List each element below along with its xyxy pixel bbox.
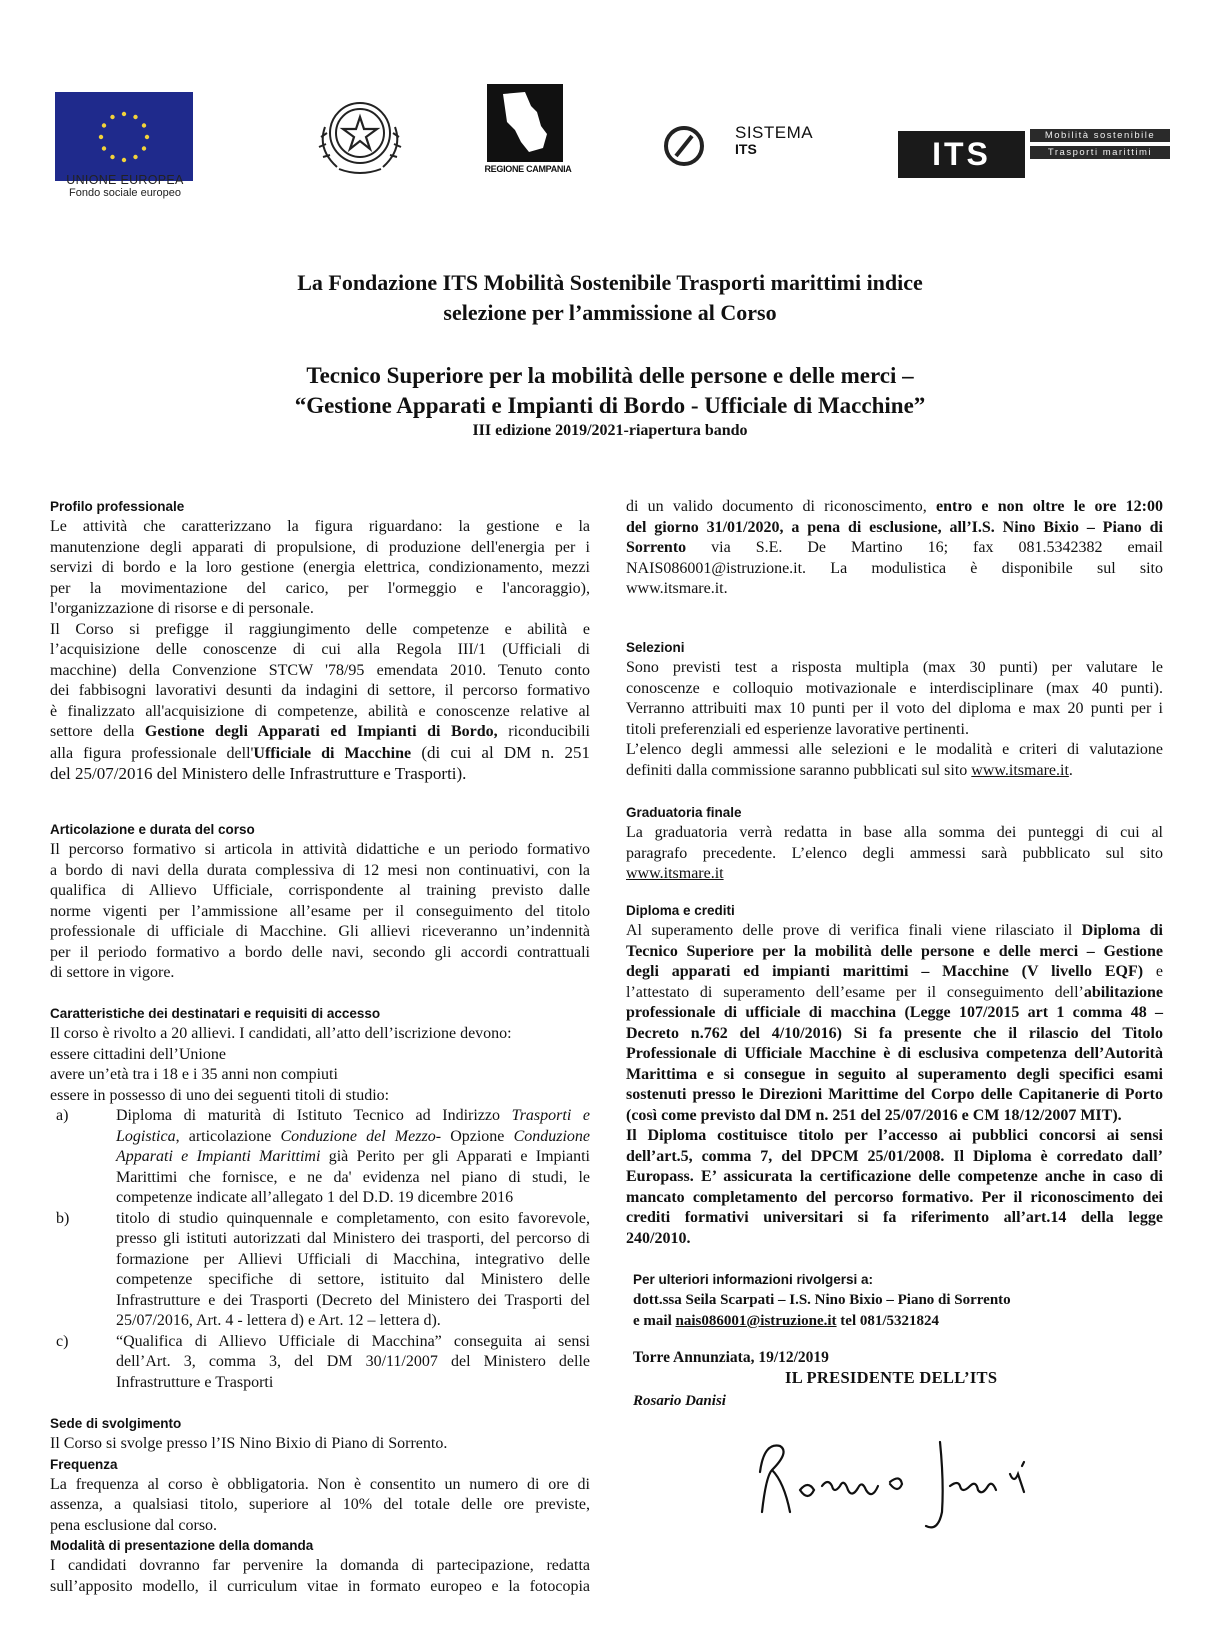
text-run-bold: degli apparati ed impianti marittimi – Macchine (V livello EQF): [626, 963, 1144, 980]
requisiti-item-b: [50, 1209, 590, 1332]
diploma-line: Il Diploma costituisce titolo per l’accesso ai pubblici concorsi ai sensi: [626, 1127, 1163, 1144]
requisiti-item-line: competenze indicate all’allegato 1 del D.D. 19 dicembre 2016: [116, 1189, 514, 1206]
graduatoria-title: Graduatoria finale: [626, 805, 742, 820]
course-title-line-1: Tecnico Superiore per la mobilità delle persone e delle merci –: [306, 363, 914, 388]
requisiti-title: Caratteristiche dei destinatari e requisiti di accesso: [50, 1006, 381, 1021]
text-run-bold: entro e non oltre le ore 12:00: [936, 498, 1163, 515]
requisiti-line: essere cittadini dell’Unione: [50, 1045, 226, 1063]
requisiti-item-line: Infrastrutture e Trasporti: [116, 1373, 274, 1391]
diploma-line: mancato completamento del percorso formativo. Per il riconoscimento dei: [626, 1188, 1163, 1206]
text-run-bold: Diploma di: [1081, 922, 1164, 939]
requisiti-item-line: “Qualifica di Allievo Ufficiale di Macchina” conseguita ai sensi: [116, 1332, 590, 1350]
president-title: IL PRESIDENTE DELL’ITS: [785, 1368, 998, 1387]
section-articolazione: [50, 820, 590, 984]
italian-republic-emblem: [309, 89, 412, 177]
announcement-heading: [180, 268, 1040, 328]
profilo-line: dei fabbisogni lavorativi desunti da indagini di settore, il percorso formativo: [50, 682, 590, 699]
diploma-line: [626, 962, 1163, 983]
modalita-line: [626, 497, 1163, 518]
frequenza-body: [50, 1475, 590, 1537]
modalita-title: Modalità di presentazione della domanda: [50, 1538, 314, 1553]
list-marker: c): [56, 1332, 69, 1350]
requisiti-item-c: [50, 1332, 590, 1394]
text-run: definiti dalla commissione saranno pubblicati sul sito: [626, 761, 972, 779]
articolazione-line: professionale di ufficiale di Macchine. Gli allievi riceveranno un’indennità: [50, 923, 590, 940]
diploma-body: [626, 921, 1163, 1249]
its-logo: ITS: [898, 131, 1025, 178]
modalita-body-left: [50, 1556, 590, 1597]
section-graduatoria: [626, 803, 1163, 885]
profilo-line: macchine) della Convenzione STCW '78/95 emendata 2010. Tenuto conto: [50, 661, 590, 679]
list-marker: a): [56, 1107, 69, 1124]
selezioni-line: Verranno attribuiti max 10 punti per il voto del diploma e max 20 punti per i: [626, 700, 1163, 717]
modalita-line: [626, 538, 1163, 559]
text-run-italic: Conduzione del Mezzo: [280, 1127, 436, 1145]
diploma-line: Decreto n.762 del 4/10/2016) Si fa presente che il rilascio del Titolo: [626, 1024, 1163, 1042]
profilo-line: [50, 743, 590, 765]
diploma-line: Europass. E’ assicurata la certificazione delle competenze anche in caso di: [626, 1168, 1163, 1185]
requisiti-item-line: [116, 1127, 590, 1148]
text-run: già Perito per gli Apparati e Impianti: [320, 1148, 590, 1165]
contatti-title: Per ulteriori informazioni rivolgersi a:: [633, 1272, 874, 1287]
text-run: l’attestato di superamento dell’esame per il conseguimento dell’: [626, 983, 1084, 1001]
diploma-line: (così come previsto dal DM n. 251 del 25/07/2016 e CM 18/12/2007 MIT).: [626, 1106, 1122, 1124]
text-run-bold: Ufficiale di Macchine: [253, 744, 412, 762]
email-link[interactable]: nais086001@istruzione.it: [675, 1312, 837, 1329]
articolazione-line: a bordo di navi della durata complessiva di 12 mesi non continuativi, con la: [50, 861, 590, 879]
requisiti-item-line: 25/07/2016, Art. 4 - lettera d) e Art. 12 – lettera d).: [116, 1312, 441, 1329]
its-tagline-transport: Trasporti marittimi: [1030, 146, 1170, 159]
profilo-title: Profilo professionale: [50, 499, 185, 514]
president-name: Rosario Danisi: [633, 1393, 726, 1409]
profilo-line: l'organizzazione di risorse e di personale.: [50, 600, 314, 617]
requisiti-item-line: [116, 1106, 590, 1127]
modalita-line: del giorno 31/01/2020, a pena di esclusione, all’I.S. Nino Bixio – Piano di: [626, 518, 1163, 536]
text-run: di un valido documento di riconoscimento,: [626, 498, 937, 515]
diploma-line: sostenuti presso le Direzioni Marittime del Corpo delle Capitanerie di Porto: [626, 1086, 1163, 1103]
text-run-bold: Sorrento: [626, 539, 687, 556]
sistema-label: SISTEMA: [735, 123, 814, 142]
selezioni-body: [626, 658, 1163, 781]
place-date: Torre Annunziata, 19/12/2019: [633, 1349, 829, 1366]
contatti-line: [633, 1311, 1163, 1332]
frequenza-line: pena esclusione dal corso.: [50, 1516, 218, 1534]
text-run-italic: Apparati e Impianti Marittimi: [116, 1148, 321, 1165]
profilo-line: del 25/07/2016 del Ministero delle Infrastrutture e Trasporti).: [50, 764, 467, 783]
website-link[interactable]: www.itsmare.it: [626, 865, 724, 882]
its-tagline-mobility: Mobilità sostenibile: [1030, 129, 1170, 142]
profilo-line: manutenzione degli apparati di propulsione, di produzione dell'energia per i: [50, 538, 590, 556]
modalita-line: sull’apposito modello, il curriculum vitae in formato europeo e la fotocopia: [50, 1577, 590, 1595]
articolazione-line: per il periodo formativo a bordo delle navi, secondo gli accordi contrattuali: [50, 943, 590, 961]
eu-caption-subtitle: Fondo sociale europeo: [69, 187, 181, 199]
modalita-line: NAIS086001@istruzione.it. La modulistica è disponibile sul sito: [626, 559, 1163, 577]
requisiti-item-a: [50, 1106, 590, 1209]
selezioni-line: titoli preferenziali ed esperienze lavorative pertinenti.: [626, 720, 969, 738]
text-run: via S.E. De Martino 16; fax 081.5342382 email: [686, 539, 1163, 556]
articolazione-title: Articolazione e durata del corso: [50, 822, 255, 837]
text-run: e: [1143, 963, 1163, 980]
selezioni-line: [626, 761, 1163, 782]
diploma-line: Tecnico Superiore per la mobilità delle persone e delle merci – Gestione: [626, 942, 1163, 960]
requisiti-item-line: Marittimi che fornisce, e ne da' evidenza nel piano di studi, le: [116, 1168, 590, 1186]
profilo-line: è finalizzato all'acquisizione di competenze, abilità e conoscenze relative al: [50, 702, 590, 720]
text-run: - Opzione: [435, 1127, 514, 1145]
diploma-line: [626, 921, 1163, 942]
graduatoria-line: paragrafo precedente. L’elenco degli ammessi sarà pubblicato sul sito: [626, 844, 1163, 862]
text-run: (di cui al DM n. 251: [411, 742, 590, 762]
selezioni-line: L’elenco degli ammessi alle selezioni e le modalità e criteri di valutazione: [626, 741, 1163, 758]
text-run: , articolazione: [175, 1127, 281, 1145]
selezioni-line: conoscenze e colloquio motivazionale e interdisciplinare (max 40 punti).: [626, 679, 1163, 697]
requisiti-item-line: formazione per Allievi Ufficiali di Macchina, integrativo delle: [116, 1250, 590, 1268]
text-run: riconducibili: [497, 723, 590, 740]
diploma-line: dell’art.5, comma 7, del DPCM 25/01/2008. Il Diploma è corredato dall’: [626, 1147, 1163, 1165]
sede-line: Il Corso si svolge presso l’IS Nino Bixio di Piano di Sorrento.: [50, 1435, 448, 1452]
text-run: e mail: [633, 1312, 676, 1329]
edition-line: III edizione 2019/2021-riapertura bando: [472, 422, 748, 439]
eu-caption: [40, 173, 210, 199]
text-run: tel 081/5321824: [836, 1312, 940, 1329]
course-title-line-2: “Gestione Apparati e Impianti di Bordo - Ufficiale di Macchine”: [294, 393, 926, 418]
profilo-body: [50, 517, 590, 785]
section-diploma: [626, 901, 1163, 1249]
requisiti-line: essere in possesso di uno dei seguenti titoli di studio:: [50, 1086, 390, 1104]
requisiti-item-line: dell’Art. 3, comma 3, del DM 30/11/2007 del Ministero delle: [116, 1353, 590, 1370]
sistema-its-icon: [662, 124, 706, 168]
requisiti-item-line: [116, 1147, 590, 1168]
text-run: alla figura professionale dell': [50, 744, 254, 762]
text-run-italic: Logistica: [116, 1127, 176, 1145]
text-run-bold: abilitazione: [1083, 983, 1163, 1001]
profilo-line: [50, 722, 590, 743]
diploma-line: Marittima e si consegue in seguito al superamento degli specifici esami: [626, 1065, 1163, 1083]
articolazione-line: di settore in vigore.: [50, 964, 175, 981]
text-run: Al superamento delle prove di verifica finali viene rilasciato il: [626, 922, 1082, 939]
text-run-italic: Conduzione: [513, 1127, 591, 1145]
requisiti-item-line: competenze specifiche di settore, istituito dal Ministero delle: [116, 1271, 590, 1288]
sede-title: Sede di svolgimento: [50, 1416, 182, 1431]
section-profilo: [50, 497, 590, 785]
requisiti-item-line: presso gli istituti autorizzati dal Ministero dei trasporti, del percorso di: [116, 1230, 590, 1247]
diploma-line: Professionale di Ufficiale Macchine è di esclusiva competenza dell’Autorità: [626, 1045, 1163, 1062]
section-selezioni: [626, 638, 1163, 781]
articolazione-line: norme vigenti per l’ammissione all’esame per il conseguimento del titolo: [50, 902, 590, 920]
section-sede: [50, 1414, 590, 1597]
diploma-line: professionale di ufficiale di macchina (Legge 107/2015 art 1 comma 48 –: [626, 1004, 1163, 1021]
frequenza-title: Frequenza: [50, 1456, 118, 1472]
section-requisiti: [50, 1004, 590, 1393]
handwritten-signature: [750, 1412, 1050, 1532]
diploma-line: 240/2010.: [626, 1229, 691, 1247]
profilo-line: servizi di bordo e la loro gestione (energia elettrica, condizionamento, mezzi: [50, 559, 590, 576]
profilo-line: l’acquisizione delle conoscenze di cui alla Regola III/1 (Ufficiali di: [50, 641, 590, 658]
profilo-line: Le attività che caratterizzano la figura riguardano: la gestione e la: [50, 518, 590, 535]
diploma-line: crediti formativi universitari si fa riferimento all’art.14 della legge: [626, 1209, 1163, 1226]
modalita-continuation: [626, 497, 1163, 600]
text-run-italic: Trasporti e: [511, 1107, 591, 1124]
profilo-line: per la movimentazione del carico, per l'ormeggio e l'ancoraggio),: [50, 579, 590, 597]
course-title: [180, 361, 1040, 421]
requisiti-intro: [50, 1024, 590, 1106]
requisiti-line: avere un’età tra i 18 e i 35 anni non compiuti: [50, 1066, 338, 1083]
regione-campania-logo: [485, 82, 565, 174]
list-marker: b): [56, 1209, 70, 1227]
profilo-line: Il Corso si prefigge il raggiungimento delle competenze e abilità e: [50, 620, 590, 638]
graduatoria-line: La graduatoria verrà redatta in base alla somma dei punteggi di cui al: [626, 824, 1163, 841]
selezioni-title: Selezioni: [626, 640, 685, 655]
articolazione-body: [50, 840, 590, 984]
requisiti-item-line: Infrastrutture e dei Trasporti (Decreto del Ministero dei Trasporti del: [116, 1291, 590, 1309]
requisiti-line: Il corso è rivolto a 20 allievi. I candidati, all’atto dell’iscrizione devono:: [50, 1025, 512, 1042]
frequenza-line: La frequenza al corso è obbligatoria. Non è consentito un numero di ore di: [50, 1475, 590, 1493]
heading-line-2: selezione per l’ammissione al Corso: [443, 300, 777, 325]
modalita-body-right: [626, 497, 1163, 600]
regione-campania-label: REGIONE CAMPANIA: [484, 164, 572, 174]
diploma-line: [626, 983, 1163, 1004]
sistema-its-label: ITS: [735, 140, 757, 157]
eu-flag-logo: [55, 92, 193, 181]
diploma-title: Diploma e crediti: [626, 903, 735, 918]
text-run-bold: Gestione degli Apparati ed Impianti di Bordo,: [144, 723, 498, 740]
contatti-line: dott.ssa Seila Scarpati – I.S. Nino Bixio – Piano di Sorrento: [633, 1292, 1011, 1308]
section-contatti: [633, 1270, 1163, 1331]
text-run: .: [1068, 761, 1073, 779]
modalita-line: www.itsmare.it.: [626, 580, 728, 597]
selezioni-line: Sono previsti test a risposta multipla (max 30 punti) per valutare le: [626, 659, 1163, 676]
articolazione-line: Il percorso formativo si articola in attività didattiche e un periodo formativo: [50, 841, 590, 858]
modalita-line: I candidati dovranno far pervenire la domanda di partecipazione, redatta: [50, 1557, 590, 1574]
website-link[interactable]: www.itsmare.it: [971, 761, 1069, 779]
heading-line-1: La Fondazione ITS Mobilità Sostenibile Trasporti marittimi indice: [297, 270, 923, 295]
articolazione-line: qualifica di Allievo Ufficiale, corrispondente al training previsto dalle: [50, 882, 590, 899]
requisiti-item-line: titolo di studio quinquennale e completamento, con esito favorevole,: [116, 1209, 590, 1227]
text-run: settore della: [50, 723, 145, 740]
eu-caption-title: UNIONE EUROPEA: [66, 173, 184, 187]
text-run: Diploma di maturità di Istituto Tecnico ad Indirizzo: [116, 1107, 512, 1124]
sistema-its-wordmark: [735, 124, 813, 157]
frequenza-line: assenza, a qualsiasi titolo, superiore al 10% del totale delle ore previste,: [50, 1496, 590, 1513]
graduatoria-body: [626, 823, 1163, 885]
